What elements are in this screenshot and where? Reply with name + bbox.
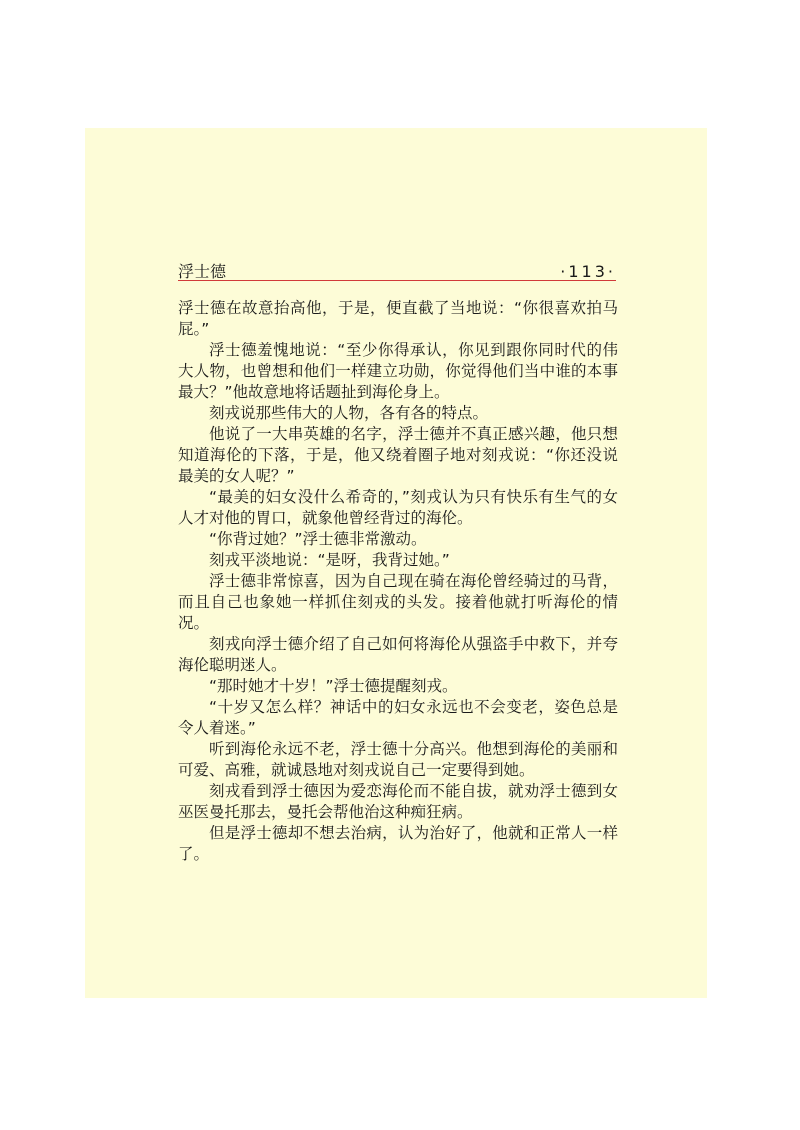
page-number: ·113· [560,262,616,281]
paragraph: 浮士德在故意抬高他，于是，便直截了当地说：“你很喜欢拍马屁。” [178,299,618,338]
paragraph: 浮士德羞愧地说：“至少你得承认，你见到跟你同时代的伟大人物，也曾想和他们一样建立功勋，你觉得他们当中谁的本事最大？”他故意地将话题扯到海伦身上。 [178,341,618,401]
header-rule [178,280,616,281]
paragraph: 浮士德非常惊喜，因为自己现在骑在海伦曾经骑过的马背，而且自己也象她一样抓住刻戎的头发。接着他就打听海伦的情况。 [178,572,618,632]
paragraph: “最美的妇女没什么希奇的，”刻戎认为只有快乐有生气的女人才对他的胃口，就象他曾经背过的海伦。 [178,488,618,527]
body-text [178,298,618,865]
paragraph: “十岁又怎么样？神话中的妇女永远也不会变老，姿色总是令人着迷。” [178,698,618,737]
paragraph: 刻戎平淡地说：“是呀，我背过她。” [209,551,450,569]
running-header [178,262,616,282]
paragraph: 刻戎看到浮士德因为爱恋海伦而不能自拔，就劝浮士德到女巫医曼托那去，曼托会帮他治这种痴狂病。 [178,782,618,821]
paragraph: “那时她才十岁！”浮士德提醒刻戎。 [209,677,458,695]
paragraph: 但是浮士德却不想去治病，认为治好了，他就和正常人一样了。 [178,824,618,863]
paragraph: 刻戎向浮士德介绍了自己如何将海伦从强盗手中救下，并夸海伦聪明迷人。 [178,635,618,674]
header-title: 浮士德 [178,262,227,281]
paragraph: 刻戎说那些伟大的人物，各有各的特点。 [209,404,489,422]
paragraph: “你背过她？”浮士德非常激动。 [209,530,427,548]
paragraph: 听到海伦永远不老，浮士德十分高兴。他想到海伦的美丽和可爱、高雅，就诚恳地对刻戎说自己一定要得到她。 [178,740,618,779]
paragraph: 他说了一大串英雄的名字，浮士德并不真正感兴趣，他只想知道海伦的下落，于是，他又绕着圈子地对刻戎说：“你还没说最美的女人呢？” [178,425,618,485]
